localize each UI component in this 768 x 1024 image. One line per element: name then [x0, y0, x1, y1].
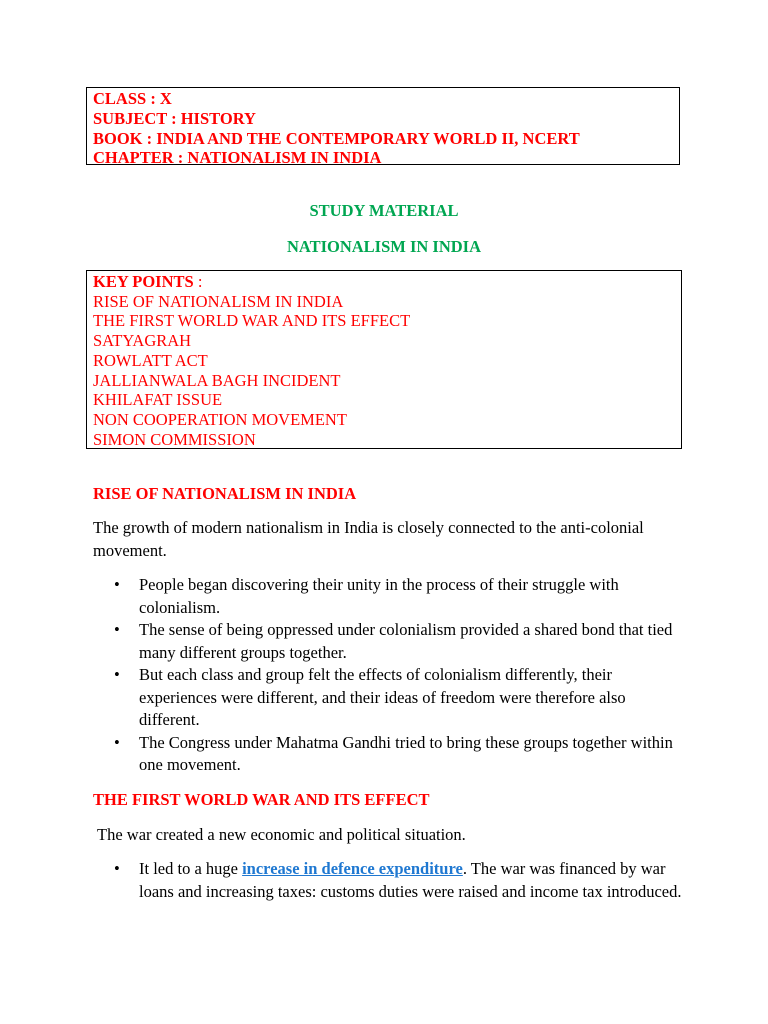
list-item-text: But each class and group felt the effects of colonialism differently, their experiences were different, and their ideas of freedom were therefore also different.: [139, 665, 626, 729]
topic-heading: NATIONALISM IN INDIA: [286, 237, 482, 256]
key-point-item: ROWLATT ACT: [93, 350, 208, 370]
subject-line: SUBJECT : HISTORY: [93, 108, 256, 128]
key-point-item: RISE OF NATIONALISM IN INDIA: [93, 291, 344, 311]
class-info-box: [86, 87, 680, 168]
list-item-text-after: . The war was financed by war loans and increasing taxes: customs duties were raised and income tax introduced.: [139, 859, 682, 901]
list-item: [93, 619, 683, 664]
study-material-heading: STUDY MATERIAL: [309, 201, 459, 220]
section2-bullet-list: [93, 858, 683, 903]
chapter-line: CHAPTER : NATIONALISM IN INDIA: [93, 148, 382, 168]
key-points-title-line: [93, 272, 681, 292]
key-point-item: NON COOPERATION MOVEMENT: [93, 409, 347, 429]
bullet-icon: •: [114, 620, 120, 639]
list-item: [93, 664, 683, 732]
list-item-text-before: It led to a huge: [139, 859, 243, 878]
list-item: [93, 574, 683, 619]
key-points-title: KEY POINTS: [93, 272, 194, 291]
key-point-item: KHILAFAT ISSUE: [93, 390, 223, 410]
key-point-item: SATYAGRAH: [93, 331, 192, 351]
section-heading-rise-of-nationalism: RISE OF NATIONALISM IN INDIA: [93, 484, 357, 503]
section-heading-first-world-war: THE FIRST WORLD WAR AND ITS EFFECT: [93, 790, 430, 809]
section1-bullet-list: [93, 574, 683, 777]
list-item: [93, 732, 683, 777]
key-point-item: THE FIRST WORLD WAR AND ITS EFFECT: [93, 311, 411, 331]
section2-intro-paragraph: The war created a new economic and political situation.: [97, 825, 466, 844]
book-line: BOOK : INDIA AND THE CONTEMPORARY WORLD II, NCERT: [93, 128, 580, 148]
key-point-item: JALLIANWALA BAGH INCIDENT: [93, 370, 341, 390]
section1-intro-paragraph: The growth of modern nationalism in India is closely connected to the anti-colonial movement.: [93, 518, 644, 560]
defence-expenditure-link[interactable]: increase in defence expenditure: [242, 859, 463, 878]
list-item: [93, 858, 683, 903]
bullet-icon: •: [114, 732, 120, 752]
class-line: CLASS : X: [93, 89, 172, 108]
key-point-item: SIMON COMMISSION: [93, 429, 256, 449]
list-item-text: People began discovering their unity in the process of their struggle with colonialism.: [139, 575, 619, 617]
list-item-text: The Congress under Mahatma Gandhi tried to bring these groups together within one movement.: [139, 732, 673, 774]
bullet-icon: •: [114, 665, 120, 684]
key-points-box: [86, 270, 682, 449]
list-item-text: The sense of being oppressed under colonialism provided a shared bond that tied many different groups together.: [139, 620, 673, 662]
bullet-icon: •: [114, 575, 120, 594]
bullet-icon: •: [114, 859, 120, 878]
key-points-separator: :: [193, 272, 203, 291]
